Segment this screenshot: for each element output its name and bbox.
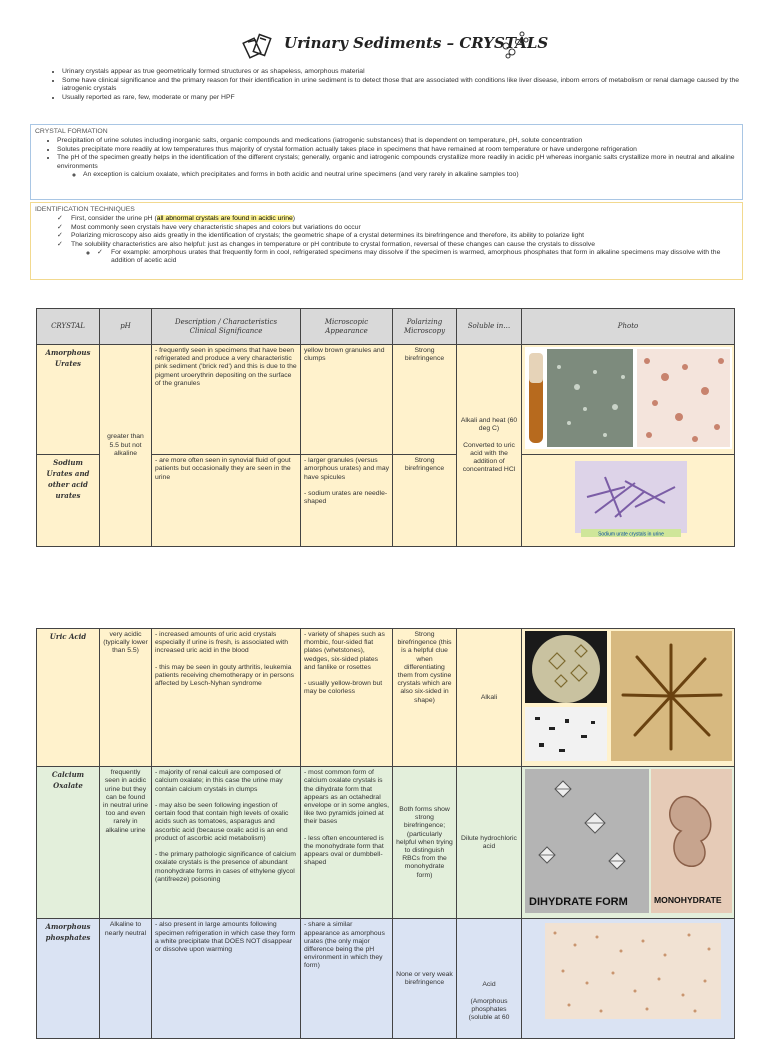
ph-cell: Alkaline to nearly neutral xyxy=(100,919,152,1039)
table-row-uric-acid xyxy=(37,629,735,767)
identification-subitem: ✓ ◦ For example: amorphous urates that frequently form in cool, refrigerated specimens may dissolve if the specimen is warmed, amorphous phosphates that form in alkaline specimens may dissolve with the addition of acetic acid xyxy=(97,249,738,266)
microscopic-cell: yellow brown granules and clumps xyxy=(301,345,393,455)
description-cell: - increased amounts of uric acid crystals especially if urine is fresh, is associated with increased uric acid in the blood - this may be seen in gouty arthritis, leukemia patients receiving chemotherapy or in persons affected by Lesch-Nyhan syndrome xyxy=(152,629,301,767)
crystals-table-2 xyxy=(36,628,735,1039)
formation-item: • The pH of the specimen greatly helps in the identification of the different crystals; generally, organic and iatrogenic compounds crystallize more readily in acidic pH whereas inorganic salts crystallize more in neutral and alkaline environments ◦ An exception is calcium oxalate, which precipitates and forms in both acidic and neutral urine specimens (and very rarely in alkaline samples too) xyxy=(57,154,738,179)
uric-acid-photo xyxy=(522,629,735,767)
identification-item: ✓ Most commonly seen crystals have very characteristic shapes and colors but variations do occur xyxy=(57,224,738,232)
table-row-amorphous-phosphates xyxy=(37,919,735,1039)
intro-item: • Urinary crystals appear as true geometrically formed structures or as shapeless, amorphous material xyxy=(62,68,752,77)
sodium-urates-image xyxy=(525,457,732,541)
table-row-amorphous-urates xyxy=(37,345,735,455)
description-cell: - frequently seen in specimens that have been refrigerated and produce a very characteristic pink sediment ('brick red') and this is due to the pigment uroerythrin depositing on the surface of the granules xyxy=(152,345,301,455)
ph-cell: very acidic (typically lower than 5.5) xyxy=(100,629,152,767)
crystal-formation-box xyxy=(30,124,743,200)
ph-cell: frequently seen in acidic urine but they can be found in neutral urine too and even rarely in alkaline urine xyxy=(100,767,152,919)
calcium-oxalate-image xyxy=(525,769,732,913)
title-block xyxy=(240,26,549,66)
polarizing-cell: None or very weak birefringence xyxy=(393,919,457,1039)
amorphous-urates-image xyxy=(525,347,732,449)
microscopic-cell: - most common form of calcium oxalate crystals is the dihydrate form that appears as an octahedral envelope or in some angles, like two pyramids joined at their bases - less often encountered is the monohydrate form that appears oval or dumbbell-shaped xyxy=(301,767,393,919)
identification-item: ✓ Polarizing microscopy also aids greatly in the identification of crystals; the geometric shape of a crystal determines its birefringence and therefore, its ability to polarize light xyxy=(57,232,738,240)
microscopic-cell: - variety of shapes such as rhombic, four-sided flat plates (whetstones), wedges, six-sided plates and fanlike or rosettes - usually yellow-brown but may be colorless xyxy=(301,629,393,767)
microscopic-cell: - larger granules (versus amorphous urates) and may have spicules - sodium urates are needle-shaped xyxy=(301,455,393,547)
soluble-cell: Alkali xyxy=(457,629,522,767)
table-header-row xyxy=(37,309,735,345)
crystal-name: Amorphous phosphates xyxy=(37,919,100,1039)
col-header-microscopic: Microscopic Appearance xyxy=(301,309,393,345)
identification-item: ✓ First, consider the urine pH (all abnormal crystals are found in acidic urine) xyxy=(57,215,738,223)
col-header-photo: Photo xyxy=(522,309,735,345)
crystal-name: Calcium Oxalate xyxy=(37,767,100,919)
formation-subitem: ◦ An exception is calcium oxalate, which precipitates and forms in both acidic and neutral urine specimens (and very rarely in alkaline samples too) xyxy=(83,171,738,179)
intro-list xyxy=(50,68,752,102)
sodium-urates-photo xyxy=(522,455,735,547)
crystal-formation-heading: CRYSTAL FORMATION xyxy=(35,128,108,135)
amorphous-urates-photo xyxy=(522,345,735,455)
identification-box xyxy=(30,202,743,280)
page-title: Urinary Sediments – CRYSTALS xyxy=(284,34,549,52)
amorphous-phosphates-image xyxy=(525,921,732,1021)
amorphous-phosphates-photo xyxy=(522,919,735,1039)
sodium-urate-caption: Sodium urate crystals in urine xyxy=(598,531,664,538)
identification-item: ✓ The solubility characteristics are also helpful: just as changes in temperature or pH contribute to crystal formation, reversal of these changes can cause the crystals to dissolve ✓ ◦ For example: amorphous urates that frequently form in cool, refrigerated specimens may dissolve if the specimen is warmed, amorphous phosphates that form in alkaline specimens may dissolve with the addition of acetic acid xyxy=(57,241,738,266)
col-header-description: Description / Characteristics Clinical Significance xyxy=(152,309,301,345)
col-header-soluble: Soluble in… xyxy=(457,309,522,345)
polarizing-cell: Strong birefringence xyxy=(393,455,457,547)
identification-heading: IDENTIFICATION TECHNIQUES xyxy=(35,206,135,213)
crystal-name: Uric Acid xyxy=(37,629,100,767)
soluble-cell: Alkali and heat (60 deg C) Converted to uric acid with the addition of concentrated HCl xyxy=(457,345,522,547)
crystals-doodle-icon xyxy=(498,26,532,60)
crystal-name: Amorphous Urates xyxy=(37,345,100,455)
crystals-table-1 xyxy=(36,308,735,547)
col-header-polarizing: Polarizing Microscopy xyxy=(393,309,457,345)
polarizing-cell: Strong birefringence xyxy=(393,345,457,455)
table-row-calcium-oxalate xyxy=(37,767,735,919)
monohydrate-label: MONOHYDRATE xyxy=(654,895,722,906)
polarizing-cell: Both forms show strong birefringence; (particularly helpful when trying to distinguish RBCs from the monohydrate form) xyxy=(393,767,457,919)
soluble-cell: Acid (Amorphous phosphates (soluble at 60 xyxy=(457,919,522,1039)
col-header-ph: pH xyxy=(100,309,152,345)
crystal-box-icon xyxy=(242,28,276,62)
description-cell: - are more often seen in synovial fluid of gout patients but occasionally they are seen in the urine xyxy=(152,455,301,547)
microscopic-cell: - share a similar appearance as amorphous urates (the only major difference being the pH environment in which they form) xyxy=(301,919,393,1039)
ph-cell: greater than 5.5 but not alkaline xyxy=(100,345,152,547)
soluble-cell: Dilute hydrochloric acid xyxy=(457,767,522,919)
polarizing-cell: Strong birefringence (this is a helpful clue when differentiating them from cystine crystals which are also six-sided in shape) xyxy=(393,629,457,767)
dihydrate-label: DIHYDRATE FORM xyxy=(529,896,628,909)
uric-acid-image xyxy=(525,631,732,761)
crystal-name: Sodium Urates and other acid urates xyxy=(37,455,100,547)
intro-item: • Some have clinical significance and the primary reason for their identification in urine sediment is to detect those that are associated with conditions like liver disease, inborn errors of metabolism or renal damage caused by the iatrogenic crystals xyxy=(62,77,752,94)
formation-item: • Solutes precipitate more readily at low temperatures thus majority of crystal formation actually takes place in specimens that have remained at room temperature or have undergone refrigeration xyxy=(57,146,738,154)
calcium-oxalate-photo xyxy=(522,767,735,919)
acidic-urine-highlight: all abnormal crystals are found in acidic urine xyxy=(156,215,293,223)
intro-item: • Usually reported as rare, few, moderate or many per HPF xyxy=(62,94,752,103)
formation-item: • Precipitation of urine solutes including inorganic salts, organic compounds and medications (iatrogenic substances) that is dependent on temperature, pH, solute concentration xyxy=(57,137,738,145)
col-header-crystal: CRYSTAL xyxy=(37,309,100,345)
description-cell: - majority of renal calculi are composed of calcium oxalate; in this case the urine may contain calcium crystals in clumps - may also be seen following ingestion of certain food that contain high levels of oxalic acids such as tomatoes, asparagus and ascorbic acid (because oxalic acid is an end product of ascorbic acid metabolism) - the primary pathologic significance of calcium oxalate crystals is the presence of abundant monohydrate forms in cases of ethylene glycol (antifreeze) poisoning xyxy=(152,767,301,919)
description-cell: - also present in large amounts following specimen refrigeration in which case they form a white precipitate that DOES NOT disappear or dissolve upon warming xyxy=(152,919,301,1039)
